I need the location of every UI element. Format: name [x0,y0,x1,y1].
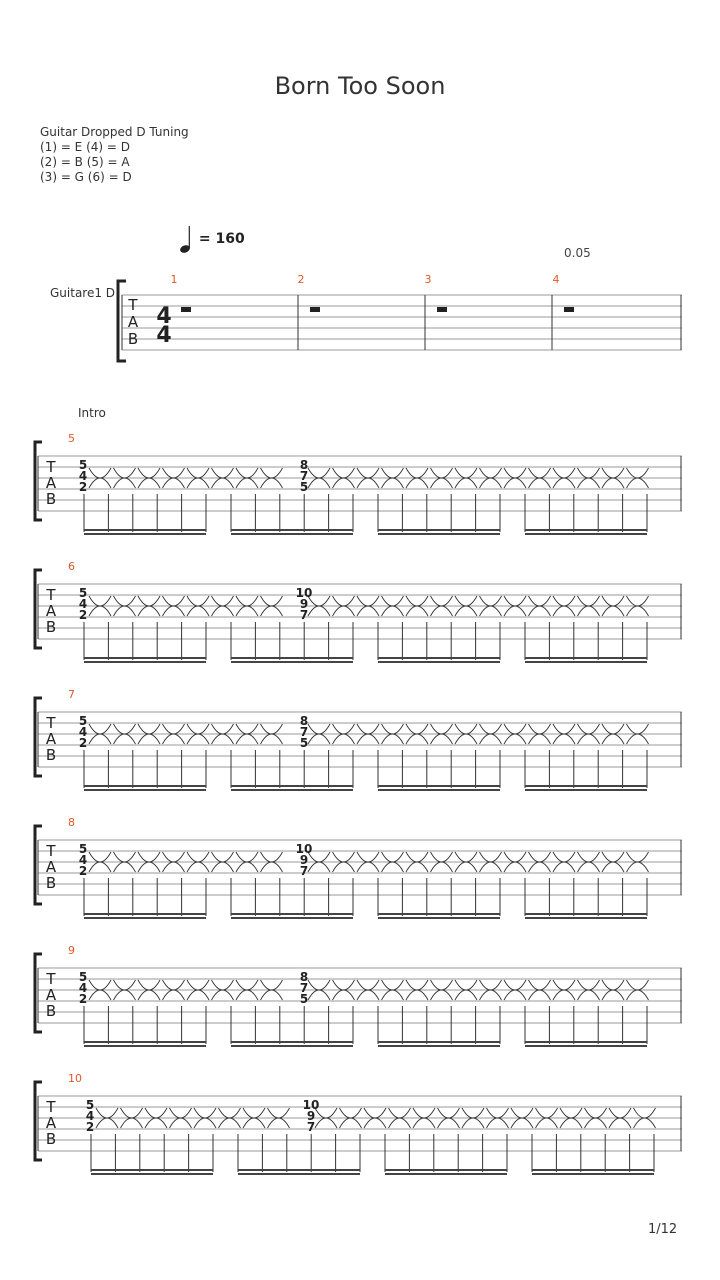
measure-number: 1 [170,273,178,286]
tempo-marking [180,224,245,254]
fret-number: 2 [78,992,88,1006]
muted-notes [89,596,649,616]
tab-clef-letter: T [46,842,56,860]
first-system [0,265,720,370]
muted-notes [89,980,649,1000]
tab-clef-letter: B [45,1002,57,1020]
whole-rest [564,307,574,312]
whole-rest [181,307,191,312]
whole-rests [181,307,574,312]
fret-number: 5 [85,1098,95,1112]
tab-clef-letter: A [45,858,57,876]
fret-number: 2 [78,864,88,878]
fret-number: 10 [295,842,313,856]
tuning-line: (3) = G (6) = D [40,170,132,184]
fret-number: 9 [299,597,309,611]
tab-clef-letter: A [45,1114,57,1132]
tab-clef-letter: B [45,490,57,508]
fret-number: 2 [78,480,88,494]
fret-number: 2 [85,1120,95,1134]
fret-number: 5 [299,480,309,494]
muted-notes [89,852,649,872]
barlines [122,295,681,350]
fret-number: 10 [295,586,313,600]
tuning-line: (1) = E (4) = D [40,140,130,154]
tab-clef-letter: T [46,714,56,732]
whole-rest [310,307,320,312]
fret-number: 7 [299,608,309,622]
tab-clef-letter: A [45,474,57,492]
track-name: Guitare1 D [50,286,116,300]
measure-number: 7 [68,688,75,701]
fret-number: 8 [299,714,309,728]
fret-number: 8 [299,458,309,472]
measure-number: 10 [68,1072,82,1085]
fret-number: 5 [78,458,88,472]
fret-number: 2 [78,608,88,622]
staff-lines [122,295,682,350]
fret-number: 5 [299,736,309,750]
page-number: 1/12 [648,1222,678,1237]
tuning-header: Guitar Dropped D Tuning [40,125,189,139]
tab-clef-letter: A [45,602,57,620]
tab-clef-letter: A [45,986,57,1004]
fret-number: 7 [299,864,309,878]
fret-number: 5 [299,992,309,1006]
tab-system [0,814,720,929]
muted-notes [89,724,649,744]
tab-clef-letter: T [46,586,56,604]
fret-number: 7 [299,469,309,483]
fret-number: 4 [78,725,88,739]
tab-clef-letter: T [46,970,56,988]
tab-system [0,430,720,545]
tab-system [0,942,720,1057]
fret-number: 10 [302,1098,320,1112]
tab-clef-a: A [127,313,139,331]
tab-clef-letter: B [45,746,57,764]
fret-number: 7 [299,981,309,995]
tab-clef-letter: B [45,874,57,892]
fret-number: 5 [78,586,88,600]
fret-number: 5 [78,714,88,728]
tab-clef-letter: B [45,618,57,636]
fret-number: 4 [78,981,88,995]
song-title: Born Too Soon [274,72,446,100]
tab-clef-letter: A [45,730,57,748]
time-signature-bottom: 4 [156,323,172,348]
muted-notes [96,1108,656,1128]
fret-number: 5 [78,842,88,856]
tab-clef-letter: T [46,458,56,476]
fret-number: 5 [78,970,88,984]
time-marker: 0.05 [564,246,591,260]
fret-number: 9 [306,1109,316,1123]
tab-clef-letter: T [46,1098,56,1116]
whole-rest [437,307,447,312]
section-label: Intro [78,406,106,420]
tab-clef-letter: B [45,1130,57,1148]
time-signature-top: 4 [156,304,172,329]
tuning-info [40,125,189,185]
tab-clef-b: B [127,330,139,348]
fret-number: 4 [78,597,88,611]
fret-number: 4 [78,853,88,867]
tab-clef-t: T [128,296,138,314]
fret-number: 2 [78,736,88,750]
measure-number: 9 [68,944,75,957]
measure-number: 4 [552,273,560,286]
tab-system [0,558,720,673]
fret-number: 7 [306,1120,316,1134]
fret-number: 4 [85,1109,95,1123]
tab-system [0,686,720,801]
measure-number: 8 [68,816,75,829]
fret-number: 9 [299,853,309,867]
quarter-note-icon [180,224,194,254]
muted-notes [89,468,649,488]
fret-number: 7 [299,725,309,739]
measure-number: 2 [297,273,305,286]
fret-number: 4 [78,469,88,483]
fret-number: 8 [299,970,309,984]
tempo-value: = 160 [198,231,245,247]
measure-number: 5 [68,432,75,445]
measure-number: 3 [424,273,432,286]
tab-system [0,1070,720,1185]
tuning-line: (2) = B (5) = A [40,155,130,169]
measure-number: 6 [68,560,75,573]
